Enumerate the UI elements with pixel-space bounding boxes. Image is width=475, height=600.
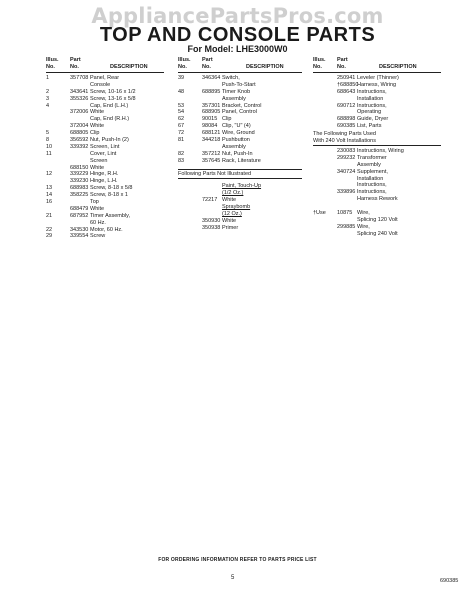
- part-row: [46, 96, 164, 103]
- part-number: 357301: [202, 102, 221, 109]
- part-row: [178, 103, 302, 110]
- illus-header: Illus.: [46, 57, 59, 63]
- illus-number: 1: [46, 75, 50, 81]
- part-header: Part: [70, 57, 81, 63]
- illus-number: 29: [46, 233, 53, 240]
- part-description: Clip, "U" (4): [222, 123, 251, 130]
- part-row: [313, 103, 441, 110]
- illus-number: 82: [178, 150, 185, 157]
- part-description: (12 Oz.): [222, 211, 242, 218]
- part-number: 343530: [70, 226, 89, 233]
- part-row: [178, 190, 302, 197]
- illus-number: †Use: [313, 209, 326, 216]
- illus-number: 62: [178, 116, 185, 123]
- part-description: Instructions,: [357, 102, 387, 109]
- part-row: [46, 165, 164, 172]
- part-number: 688983: [70, 185, 89, 192]
- part-row: [313, 123, 441, 130]
- part-header-no: No.: [70, 64, 79, 70]
- part-row: [178, 123, 302, 130]
- part-number: 350938: [202, 224, 221, 231]
- part-number: 687952: [70, 212, 89, 219]
- illus-header-no: No.: [178, 64, 187, 70]
- part-description: Screw: [90, 233, 106, 240]
- part-description: Timer Assembly,: [90, 212, 131, 219]
- part-description: Console: [90, 81, 111, 88]
- part-row: [46, 82, 164, 89]
- column-header: [313, 56, 441, 73]
- part-description: Clip: [222, 116, 232, 123]
- illus-header-no: No.: [46, 64, 55, 70]
- part-row: [46, 178, 164, 185]
- volt-note-line-2: With 240 Volt Installations: [313, 138, 441, 146]
- part-row: [178, 89, 302, 96]
- parts-column-3: [313, 56, 441, 238]
- part-row: [46, 109, 164, 116]
- part-number: 358225: [70, 192, 89, 199]
- part-description: White: [90, 123, 105, 130]
- illus-number: 11: [46, 150, 52, 157]
- part-row: [313, 82, 441, 89]
- part-number: 299885: [337, 223, 356, 230]
- part-row: [313, 96, 441, 103]
- part-description: Transformer: [357, 154, 387, 161]
- part-description: Hinge, R.H.: [90, 171, 119, 178]
- part-number: 356592: [70, 137, 89, 144]
- part-description: Top: [90, 199, 99, 206]
- part-description: Hinge, L.H.: [90, 178, 118, 185]
- parts-list: [178, 75, 302, 165]
- part-description: Wire,: [357, 209, 370, 216]
- part-row: [313, 196, 441, 203]
- parts-column-1: [46, 56, 164, 240]
- part-number: 372004: [70, 123, 89, 130]
- illus-number: 21: [46, 212, 53, 219]
- part-description: Supplement,: [357, 168, 388, 175]
- part-description: (1/2 Oz.): [222, 190, 244, 197]
- part-row: [46, 103, 164, 110]
- part-description: Instructions,: [357, 88, 387, 95]
- part-header-no: No.: [202, 64, 211, 70]
- illus-number: 48: [178, 88, 185, 95]
- illus-number: 3: [46, 95, 50, 102]
- part-row: [313, 89, 441, 96]
- part-row: [178, 144, 302, 151]
- part-description: Spraybomb: [222, 204, 251, 211]
- part-description: 60 Hz.: [90, 219, 106, 226]
- part-description: Instructions,: [357, 189, 387, 196]
- part-description: Screw, 8-18 x 5/8: [90, 185, 133, 192]
- part-description: Motor, 60 Hz.: [90, 226, 123, 233]
- part-description: White: [90, 205, 105, 212]
- part-row: [46, 171, 164, 178]
- part-description: Paint, Touch-Up: [222, 183, 262, 190]
- part-row: [46, 123, 164, 130]
- part-number: 690385: [337, 123, 356, 130]
- part-row: [313, 189, 441, 196]
- part-row: [46, 144, 164, 151]
- illus-number: 53: [178, 102, 185, 109]
- part-row: [46, 206, 164, 213]
- part-description: Switch,: [222, 75, 240, 81]
- illus-number: 14: [46, 192, 53, 199]
- part-number: 250941: [337, 75, 356, 81]
- part-row: [46, 185, 164, 192]
- part-description: Assembly: [222, 143, 246, 150]
- part-row: [46, 227, 164, 234]
- part-row: [178, 225, 302, 232]
- illus-header: Illus.: [178, 57, 191, 63]
- part-row: [178, 137, 302, 144]
- illus-number: 8: [46, 137, 50, 144]
- illus-number: 10: [46, 143, 53, 150]
- part-header-no: No.: [337, 64, 346, 70]
- part-number: 344218: [202, 137, 221, 144]
- not-illustrated-note: Following Parts Not Illustrated: [178, 169, 302, 180]
- part-row: [178, 183, 302, 190]
- part-row: [178, 158, 302, 165]
- part-description: Wire,: [357, 223, 370, 230]
- volt-note-line-1: The Following Parts Used: [313, 131, 376, 138]
- part-description: Bracket, Control: [222, 102, 262, 109]
- illus-number: 4: [46, 102, 50, 109]
- description-header: DESCRIPTION: [379, 64, 417, 70]
- part-description: Push-To-Start: [222, 81, 256, 88]
- part-row: [46, 151, 164, 158]
- part-description: Installation: [357, 175, 384, 182]
- illus-number: 22: [46, 226, 53, 233]
- part-description: Guide, Dryer: [357, 116, 389, 123]
- part-number: 688805: [70, 130, 89, 137]
- page-title: TOP AND CONSOLE PARTS: [99, 24, 376, 46]
- part-row: [313, 224, 441, 231]
- part-description: Screw, 8-18 x 1: [90, 192, 128, 199]
- parts-column-2: [178, 56, 302, 232]
- part-number: 688150: [70, 164, 89, 171]
- part-number: 90015: [202, 116, 218, 123]
- part-number: 688479: [70, 205, 89, 212]
- part-row: [46, 75, 164, 82]
- part-row: [178, 218, 302, 225]
- part-row: [178, 204, 302, 211]
- column-header: [178, 56, 302, 73]
- parts-list: [178, 183, 302, 231]
- part-row: [178, 75, 302, 82]
- ordering-footer: FOR ORDERING INFORMATION REFER TO PARTS PRICE LIST: [158, 557, 317, 563]
- part-number: 688898: [337, 116, 356, 123]
- part-description: Leveler (Thinner): [357, 75, 399, 81]
- part-description: Assembly: [357, 161, 381, 168]
- illus-number: 16: [46, 199, 53, 206]
- part-row: [46, 213, 164, 220]
- part-row: [313, 182, 441, 189]
- part-row: [46, 199, 164, 206]
- part-description: Primer: [222, 224, 239, 231]
- part-number: 339229: [70, 171, 89, 178]
- page-number: 5: [231, 575, 235, 581]
- part-row: [46, 130, 164, 137]
- part-description: Screen: [90, 157, 108, 164]
- part-row: [313, 169, 441, 176]
- part-number: 340724: [337, 168, 356, 175]
- part-description: White: [90, 109, 105, 116]
- part-row: [313, 109, 441, 116]
- part-row: [46, 89, 164, 96]
- part-description: Installation: [357, 95, 384, 102]
- part-row: [46, 220, 164, 227]
- part-number: 98084: [202, 123, 218, 130]
- part-number: 688905: [202, 109, 221, 116]
- part-number: 346364: [202, 75, 221, 81]
- part-description: Harness, Wiring: [357, 81, 397, 88]
- part-number: 355326: [70, 95, 89, 102]
- part-row: [313, 116, 441, 123]
- part-row: [46, 116, 164, 123]
- illus-number: 67: [178, 123, 185, 130]
- part-row: [178, 116, 302, 123]
- part-row: [178, 82, 302, 89]
- part-number: 357645: [202, 157, 221, 164]
- part-description: Operating: [357, 109, 382, 116]
- part-description: Splicing 120 Volt: [357, 216, 398, 223]
- part-description: Screw, 13-16 x 5/8: [90, 95, 136, 102]
- illus-number: 83: [178, 157, 185, 164]
- part-description: Timer Knob: [222, 88, 251, 95]
- part-number: 372006: [70, 109, 89, 116]
- part-number: 690712: [337, 102, 356, 109]
- part-row: [178, 151, 302, 158]
- part-description: Splicing 240 Volt: [357, 230, 398, 237]
- part-row: [178, 109, 302, 116]
- parts-list: [313, 75, 441, 130]
- part-description: Cover, Lint: [90, 150, 117, 157]
- part-row: [313, 231, 441, 238]
- part-number: 230083: [337, 147, 356, 154]
- model-subtitle: For Model: LHE3000W0: [187, 44, 288, 54]
- illus-number: 2: [46, 88, 50, 95]
- part-number: 688121: [202, 130, 221, 137]
- part-row: [313, 162, 441, 169]
- part-row: [313, 176, 441, 183]
- part-number: 339230: [70, 178, 89, 185]
- part-description: White: [90, 164, 105, 171]
- part-row: [313, 75, 441, 82]
- illus-number: 12: [46, 171, 53, 178]
- part-description: Clip: [90, 130, 100, 137]
- parts-list: [313, 148, 441, 238]
- part-description: Harness Rework: [357, 196, 398, 203]
- part-row: [313, 217, 441, 224]
- part-number: 10875: [337, 209, 353, 216]
- part-number: 350930: [202, 217, 221, 224]
- part-number: †688850: [337, 81, 359, 88]
- part-number: 688643: [337, 88, 356, 95]
- illus-number: 13: [46, 185, 53, 192]
- part-description: Cap, End (R.H.): [90, 116, 130, 123]
- document-id: 690385: [440, 578, 459, 584]
- illus-header-no: No.: [313, 64, 322, 70]
- part-description: Instructions,: [357, 182, 387, 189]
- part-row: [46, 137, 164, 144]
- part-row: [46, 233, 164, 240]
- illus-number: 5: [46, 130, 50, 137]
- part-description: Pushbutton: [222, 137, 250, 144]
- part-description: Nut, Push-In (2): [90, 137, 129, 144]
- part-row: [313, 148, 441, 155]
- part-description: Screen, Lint: [90, 143, 120, 150]
- parts-list: [46, 75, 164, 240]
- part-header: Part: [202, 57, 213, 63]
- part-row: [46, 158, 164, 165]
- part-row: [178, 96, 302, 103]
- part-number: 339392: [70, 143, 89, 150]
- part-description: Assembly: [222, 95, 246, 102]
- part-description: Panel, Rear: [90, 75, 120, 81]
- part-row: [313, 203, 441, 210]
- part-description: Wire, Ground: [222, 130, 255, 137]
- part-number: 357708: [70, 75, 89, 81]
- part-header: Part: [337, 57, 348, 63]
- part-row: [178, 211, 302, 218]
- part-row: [178, 197, 302, 204]
- illus-number: 39: [178, 75, 185, 81]
- part-number: 299232: [337, 154, 356, 161]
- part-number: 72217: [202, 197, 218, 204]
- part-row: [313, 210, 441, 217]
- part-description: List, Parts: [357, 123, 382, 130]
- part-description: Rack, Literature: [222, 157, 261, 164]
- part-description: Nut, Push-In: [222, 150, 253, 157]
- part-number: 357212: [202, 150, 221, 157]
- watermark: AppliancePartsPros.com: [91, 4, 384, 28]
- illus-number: 81: [178, 137, 185, 144]
- column-header: [46, 56, 164, 73]
- illus-number: 72: [178, 130, 185, 137]
- part-number: 339554: [70, 233, 89, 240]
- part-description: White: [222, 197, 237, 204]
- illus-number: 54: [178, 109, 185, 116]
- part-number: 339896: [337, 189, 356, 196]
- description-header: DESCRIPTION: [110, 64, 148, 70]
- part-row: [46, 192, 164, 199]
- description-header: DESCRIPTION: [246, 64, 284, 70]
- illus-header: Illus.: [313, 57, 326, 63]
- part-description: Panel, Control: [222, 109, 257, 116]
- part-description: Instructions, Wiring: [357, 147, 404, 154]
- part-row: [313, 155, 441, 162]
- part-row: [178, 130, 302, 137]
- part-description: Cap, End (L.H.): [90, 102, 129, 109]
- part-number: 343641: [70, 88, 89, 95]
- part-number: 688895: [202, 88, 221, 95]
- part-description: Screw, 10-16 x 1/2: [90, 88, 136, 95]
- part-description: White: [222, 217, 237, 224]
